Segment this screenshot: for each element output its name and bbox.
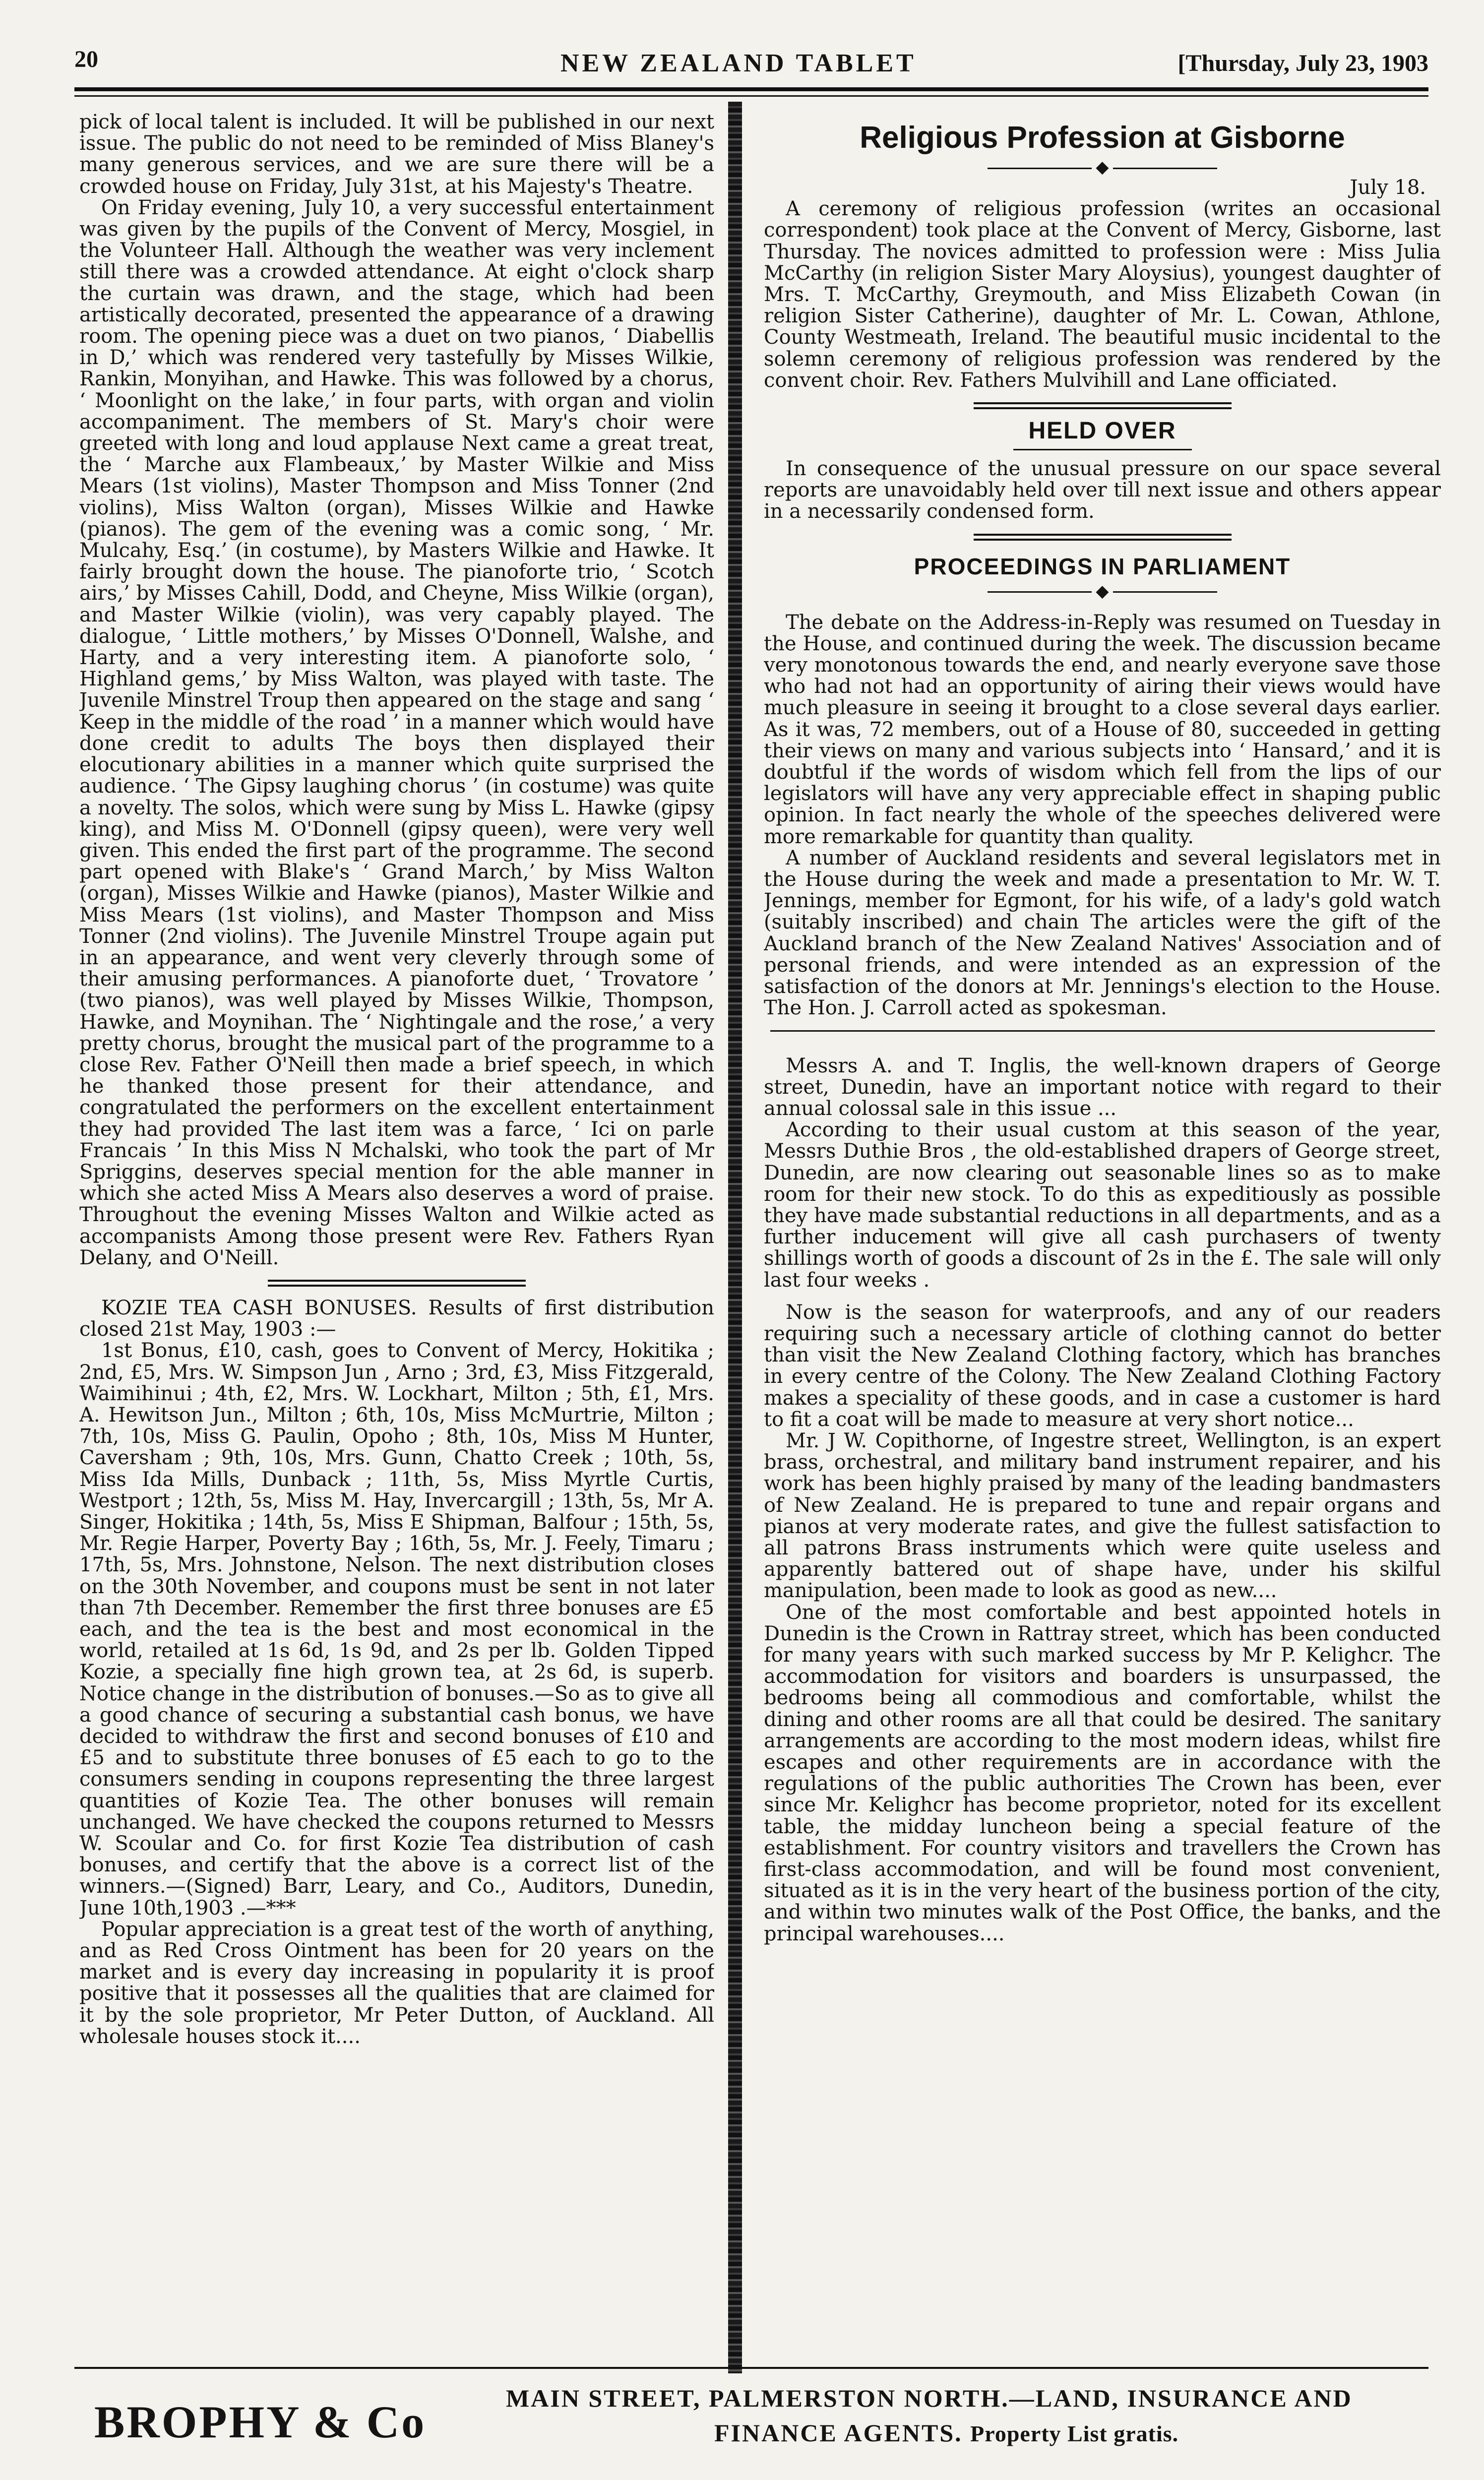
dateline: July 18. xyxy=(1350,176,1426,199)
section-divider xyxy=(974,402,1232,409)
article-paragraph: On Friday evening, July 10, a very successful entertainment was given by the pupils of the Convent of Mercy, Mosgiel, in the Volunteer Hall. Although the weather was very inclement still there was a crowded attendance. At eight o'clock sharp the curtain was drawn, and the stage, which had been artistically decorated, presented the appearance of a drawing room. The opening piece was a duet on two pianos, ‘ Diabellis in D,’ which was rendered very tastefully by Misses Wilkie, Rankin, Monyihan, and Hawke. This was followed by a chorus, ‘ Moonlight on the lake,’ in four parts, with organ and violin accompaniment. The members of St. Mary's choir were greeted with long and loud applause Next came a great treat, the ‘ Marche aux Flambeaux,’ by Master Wilkie and Miss Mears (1st violins), Master Thompson and Miss Tonner (2nd violins), Miss Walton (organ), Misses Wilkie and Hawke (pianos). The gem of the evening was a comic song, ‘ Mr. Mulcahy, Esq.’ (in costume), by Masters Wilkie and Hawke. It fairly brought down the house. The pianoforte trio, ‘ Scotch airs,’ by Misses Cahill, Dodd, and Cheyne, Miss Wilkie (organ), and Master Wilkie (violin), was very capably played. The dialogue, ‘ Little mothers,’ by Misses O'Donnell, Walshe, and Harty, and a very interesting item. A pianoforte solo, ‘ Highland gems,’ by Miss Walton, was played with taste. The Juvenile Minstrel Troup then appeared on the stage and sang ‘ Keep in the middle of the road ’ in a manner which would have done credit to adults The boys then displayed their elocutionary abilities in a manner which quite surprised the audience. ‘ The Gipsy laughing chorus ’ (in costume) was quite a novelty. The solos, which were sung by Miss L. Hawke (gipsy king), and Miss M. O'Donnell (gipsy queen), were very well given. This ended the first part of the programme. The second part opened with Blake's ‘ Grand March,’ by Miss Walton (organ), Misses Wilkie and Hawke (pianos), Master Wilkie and Miss Mears (1st violins), and Master Thompson and Miss Tonner (2nd violins). The Juvenile Minstrel Troupe again put in an appearance, and went very cleverly through some of their amusing performances. A pianoforte duet, ‘ Trovatore ’ (two pianos), was well played by Misses Wilkie, Thompson, Hawke, and Moynihan. The ‘ Nightingale and the rose,’ a very pretty chorus, brought the musical part of the programme to a close Rev. Father O'Neill then made a brief speech, in which he thanked those present for their attendance, and congratulated the performers on the excellent entertainment they had provided The last item was a farce, ‘ Ici on parle Francais ’ In this Miss N Mchalski, who took the part of Mr Spriggins, deserves special mention for the able manner in which she acted Miss A Mears also deserves a word of praise. Throughout the evening Misses Walton and Wilkie acted as accompanists Among those present were Rev. Fathers Ryan Delany, and O'Neill. xyxy=(79,196,714,1269)
column-divider xyxy=(728,102,742,2373)
header-rule-thin xyxy=(74,95,1428,97)
kozie-results-paragraph: 1st Bonus, £10, cash, goes to Convent of Mercy, Hokitika ; 2nd, £5, Mrs. W. Simpson Jun , Arno ; 3rd, £3, Miss Fitzgerald, Waimihinui ; 4th, £2, Mrs. W. Lockhart, Milton ; 5th, £1, Mrs. A. Hewitson Jun., Milton ; 6th, 10s, Miss McMurtrie, Milton ; 7th, 10s, Miss G. Paulin, Opoho ; 8th, 10s, Miss M Hunter, Caversham ; 9th, 10s, Mrs. Gunn, Chatto Creek ; 10th, 5s, Miss Ida Mills, Dunback ; 11th, 5s, Miss Myrtle Curtis, Westport ; 12th, 5s, Miss M. Hay, Invercargill ; 13th, 5s, Mr A. Singer, Hokitika ; 14th, 5s, Miss E Shipman, Balfour ; 15th, 5s, Mr. Regie Harper, Poverty Bay ; 16th, 5s, Mr. J. Feely, Timaru ; 17th, 5s, Mrs. Johnstone, Nelson. The next distribution closes on the 30th November, and coupons must be sent in not later than 7th December. Remember the first three bonuses are £5 each, and the tea is the best and most economical in the world, retailed at 1s 6d, 1s 9d, and 2s per lb. Golden Tipped Kozie, a specially fine high grown tea, at 2s 6d, is superb. Notice change in the distribution of bonuses.—So as to give all a good chance of securing a substantial cash bonus, we have decided to withdraw the first and second bonuses of £10 and £5 and to substitute three bonuses of £5 each to go to the consumers sending in coupons representing the three largest quantities of Kozie Tea. The other bonuses will remain unchanged. We have checked the coupons returned to Messrs W. Scoular and Co. for first Kozie Tea distribution of cash bonuses, and certify that the above is a correct list of the winners.—(Signed) Barr, Leary, and Co., Auditors, Dunedin, June 10th,1903 .—*** xyxy=(79,1339,714,1920)
article-paragraph: The debate on the Address-in-Reply was resumed on Tuesday in the House, and continued during the week. The discussion became very monotonous towards the end, and nearly everyone save those who had not had an opportunity of airing their views would have much pleasure in seeing it brought to a close several days earlier. As it was, 72 members, out of a House of 80, succeeded in getting their views on many and various subjects into ‘ Hansard,’ and it is doubtful if the words of wisdom which fell from the lips of our legislators will have any very appreciable effect in shaping public opinion. In fact nearly the whole of the speeches delivered were more remarkable for quantity than quality. xyxy=(764,611,1441,848)
advertiser-line-1: MAIN STREET, PALMERSTON NORTH.—LAND, INSURANCE AND xyxy=(506,2384,1353,2412)
newspaper-title: NEW ZEALAND TABLET xyxy=(560,49,917,77)
notice-paragraph: According to their usual custom at this season of the year, Messrs Duthie Bros , the old-established drapers of George street, Dunedin, are now clearing out seasonable lines so as to make room for their new stock. To do this as expeditiously as possible they have made substantial reductions in all departments, and as a further inducement will give all cash purchasers of twenty shillings worth of goods a discount of 2s in the £. The sale will only last four weeks . xyxy=(764,1118,1441,1292)
headline-religious-profession: Religious Profession at Gisborne xyxy=(860,121,1345,155)
page-number: 20 xyxy=(74,46,98,72)
red-cross-paragraph: Popular appreciation is a great test of the worth of anything, and as Red Cross Ointment has been for 20 years on the market and is every day increasing in popularity it is proof positive that it possesses all the qualities that are claimed for it by the sole proprietor, Mr Peter Dutton, of Auckland. All wholesale houses stock it.... xyxy=(79,1918,714,2048)
notice-paragraph: Messrs A. and T. Inglis, the well-known drapers of George street, Dunedin, have an important notice with regard to their annual colossal sale in this issue ... xyxy=(764,1054,1441,1120)
notice-paragraph: Mr. J W. Copithorne, of Ingestre street, Wellington, is an expert brass, orchestral, and military band instrument repairer, and his work has been highly praised by many of the leading bandmasters of New Zealand. He is prepared to tune and repair organs and pianos at very moderate rates, and give the fullest satisfaction to all patrons Brass instruments which were quite useless and apparently battered out of shape have, under his skilful manipulation, been made to look as good as new.... xyxy=(764,1429,1441,1603)
advertiser-line-2 xyxy=(714,2418,1178,2447)
headline-held-over: HELD OVER xyxy=(1028,418,1176,444)
headline-parliament: PROCEEDINGS IN PARLIAMENT xyxy=(914,553,1291,579)
section-divider xyxy=(974,534,1232,541)
header-rule xyxy=(74,87,1428,91)
footer-advertisement xyxy=(74,2371,1428,2475)
advertiser-gratis: Property List gratis. xyxy=(970,2421,1179,2446)
section-divider xyxy=(268,1280,526,1287)
right-column xyxy=(764,112,1441,2354)
article-paragraph: pick of local talent is included. It will be published in our next issue. The public do not need to be reminded of Miss Blaney's many generous services, and we are sure there will be a crowded house on Friday, July 31st, at his Majesty's Theatre. xyxy=(79,112,714,198)
footer-rule xyxy=(74,2367,1428,2369)
kozie-heading-paragraph: KOZIE TEA CASH BONUSES. Results of first distribution closed 21st May, 1903 :— xyxy=(79,1296,714,1341)
headline-underline xyxy=(1013,449,1192,450)
advertiser-line-2-text: FINANCE AGENTS. xyxy=(714,2419,963,2447)
page-header xyxy=(74,46,1428,85)
left-column xyxy=(79,112,714,2354)
article-paragraph: A ceremony of religious profession (writes an occasional correspondent) took place at the Convent of Mercy, Gisborne, last Thursday. The novices admitted to profession were : Miss Julia McCarthy (in religion Sister Mary Aloysius), youngest daughter of Mrs. T. McCarthy, Greymouth, and Miss Elizabeth Cowan (in religion Sister Catherine), daughter of Mr. L. Cowan, Athlone, County Westmeath, Ireland. The beautiful music incidental to the solemn ceremony of religious profession was rendered by the convent choir. Rev. Fathers Mulvihill and Lane officiated. xyxy=(764,197,1441,392)
issue-date: [Thursday, July 23, 1903 xyxy=(1177,50,1428,76)
article-paragraph: In consequence of the unusual pressure on our space several reports are unavoidably held over till next issue and others appear in a necessarily condensed form. xyxy=(764,457,1441,523)
notice-paragraph: One of the most comfortable and best appointed hotels in Dunedin is the Crown in Rattray street, which has been conducted for many years with such marked success by Mr P. Kelighcr. The accommodation for visitors and boarders is unsurpassed, the bedrooms being all commodious and comfortable, whilst the dining and other rooms are all that could be desired. The sanitary arrangements are according to the most modern ideas, whilst fire escapes and other requirements are in accordance with the regulations of the public authorities The Crown has been, ever since Mr. Kelighcr has become proprietor, noted for its excellent table, the midday luncheon being a special feature of the establishment. For country visitors and travellers the Crown has first-class accommodation, and will be found most convenient, situated as it is in the very heart of the business portion of the city, and within two minutes walk of the Post Office, the banks, and the principal warehouses.... xyxy=(764,1601,1441,1945)
advertiser-brand: BROPHY & Co xyxy=(94,2397,427,2447)
ornament-divider: ◆ xyxy=(764,157,1441,177)
ornament-divider: ◆ xyxy=(764,581,1441,601)
article-paragraph: A number of Auckland residents and several legislators met in the House during the week and made a presentation to Mr. W. T. Jennings, member for Egmont, for his wife, of a lady's gold watch (suitably inscribed) and chain The articles were the gift of the Auckland branch of the New Zealand Natives' Association and of personal friends, and were intended as an expression of the satisfaction of the donors at Mr. Jennings's election to the House. The Hon. J. Carroll acted as spokesman. xyxy=(764,846,1441,1020)
notice-paragraph: Now is the season for waterproofs, and any of our readers requiring such a necessary article of clothing cannot do better than visit the New Zealand Clothing factory, which has branches in every centre of the Colony. The New Zealand Clothing Factory makes a speciality of these goods, and in case a customer is hard to fit a coat will be made to measure at very short notice... xyxy=(764,1301,1441,1431)
